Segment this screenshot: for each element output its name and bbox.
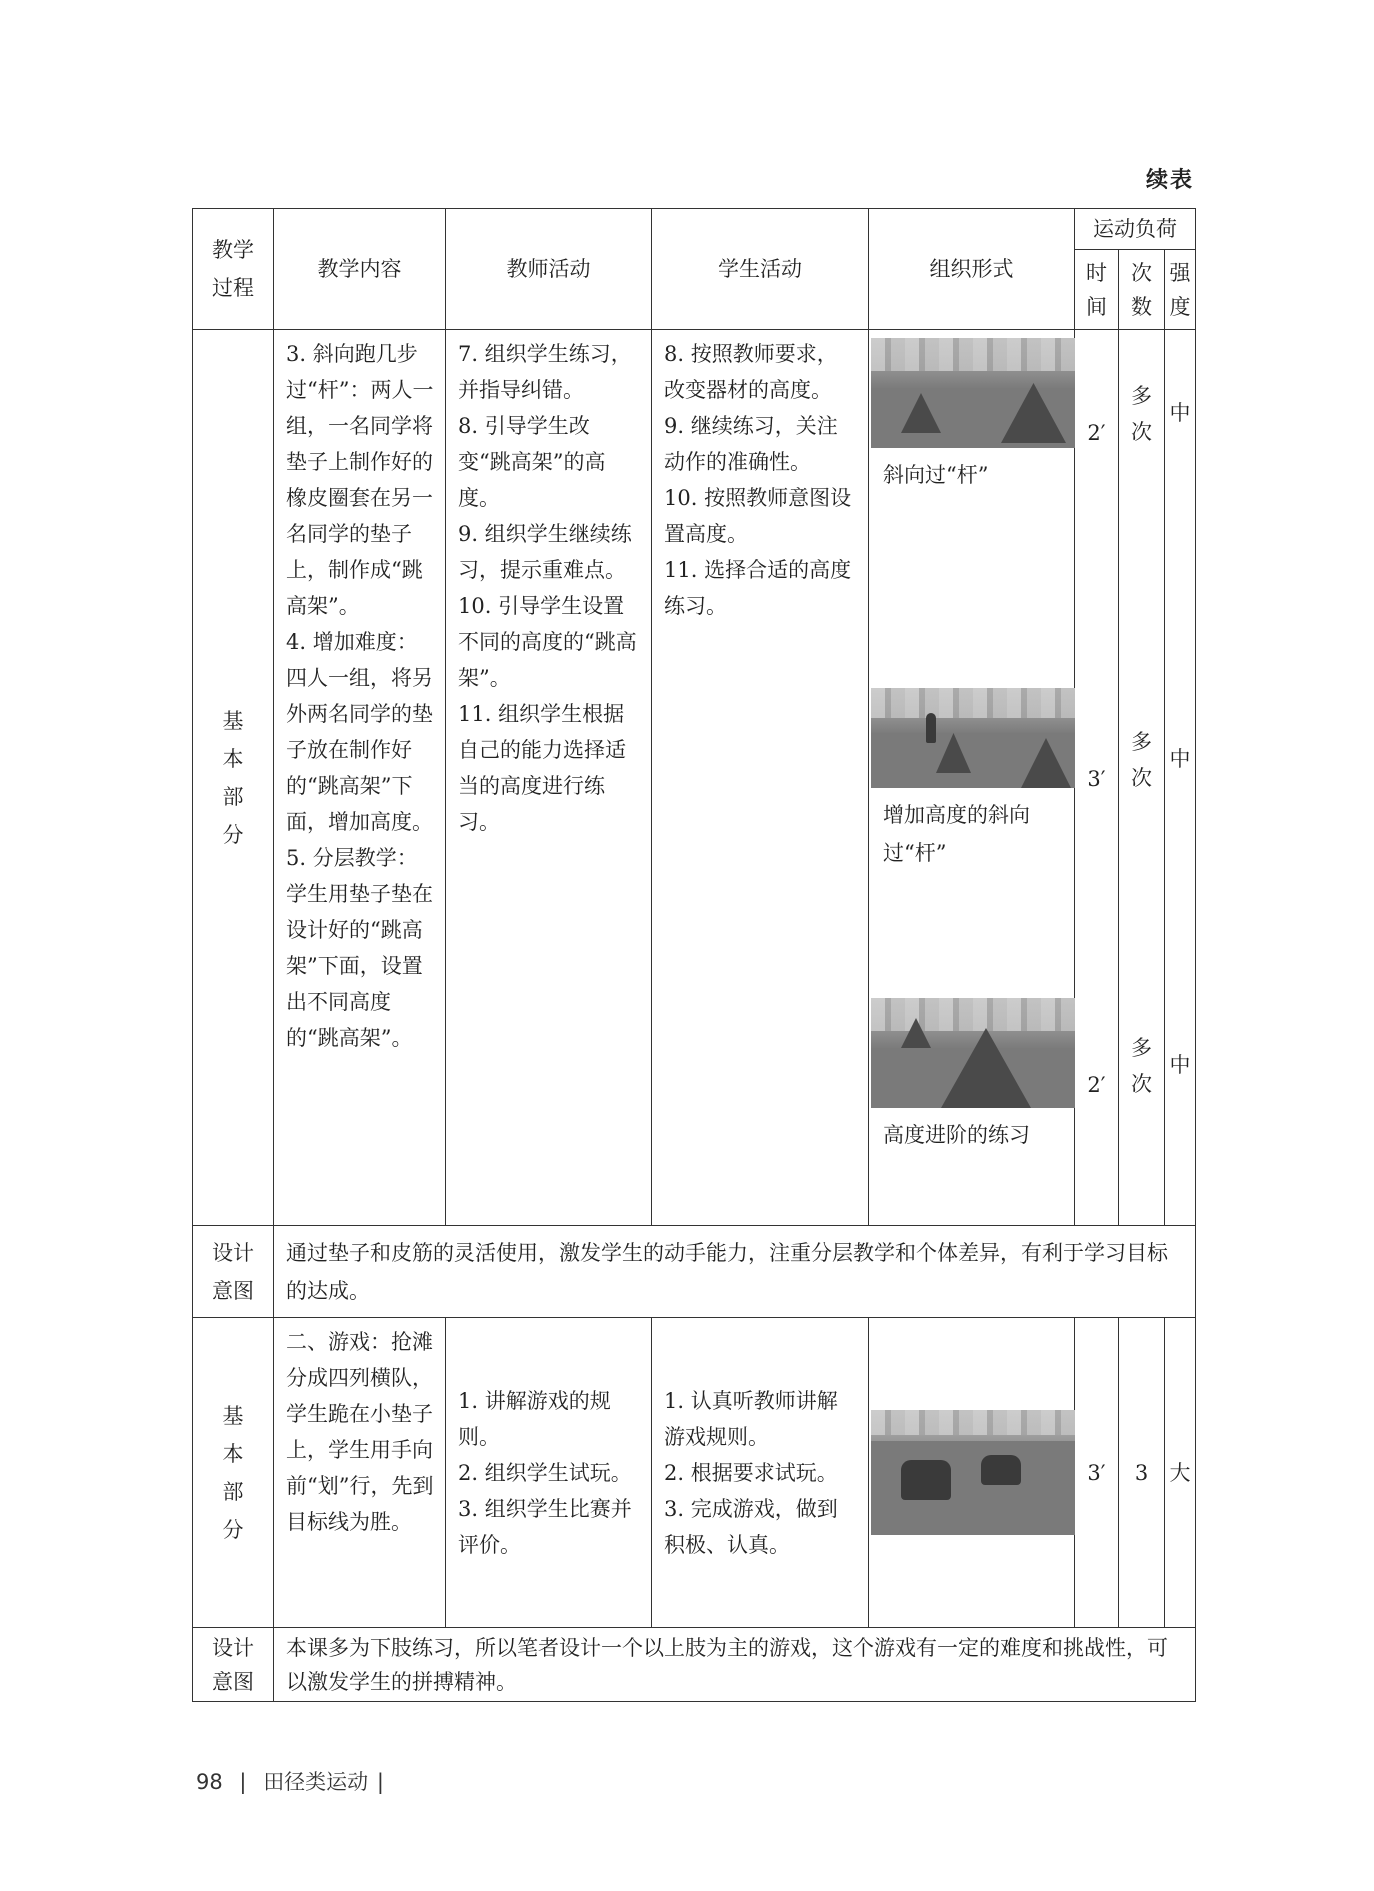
header-intensity: 强度 — [1165, 250, 1196, 330]
section1-forms — [869, 330, 1075, 1226]
section1-process: 基本部分 — [193, 330, 274, 1226]
section1-intensity: 中 中 中 — [1165, 330, 1196, 1226]
section1-time: 2′ 3′ 2′ — [1075, 330, 1119, 1226]
section2-student: 1. 认真听教师讲解游戏规则。 2. 根据要求试玩。 3. 完成游戏，做到积极、认真。 — [652, 1318, 869, 1628]
section2-process: 基本部分 — [193, 1318, 274, 1628]
header-content: 教学内容 — [274, 209, 446, 330]
form-item — [871, 998, 1072, 1198]
form-caption: 斜向过“杆” — [883, 463, 989, 487]
section1-count: 多次 多次 多次 — [1119, 330, 1165, 1226]
section2-count: 3 — [1119, 1318, 1165, 1628]
practice-photo — [871, 998, 1075, 1108]
page-footer — [196, 1766, 394, 1796]
intent2-text: 本课多为下肢练习，所以笔者设计一个以上肢为主的游戏，这个游戏有一定的难度和挑战性，可以激发学生的拼搏精神。 — [274, 1628, 1196, 1702]
header-teacher: 教师活动 — [446, 209, 652, 330]
footer-separator: | — [376, 1770, 384, 1794]
intent1-text: 通过垫子和皮筋的灵活使用，激发学生的动手能力，注重分层教学和个体差异，有利于学习目标的达成。 — [274, 1226, 1196, 1318]
header-form: 组织形式 — [869, 209, 1075, 330]
section1-teacher: 7. 组织学生练习，并指导纠错。 8. 引导学生改变“跳高架”的高度。 9. 组织学生继续练习，提示重难点。 10. 引导学生设置不同的高度的“跳高架”。 11. 组织学生根据自己的能力选择适当的高度进行练习。 — [446, 330, 652, 1226]
section2-intensity: 大 — [1165, 1318, 1196, 1628]
page-number: 98 — [196, 1770, 223, 1794]
section2-time: 3′ — [1075, 1318, 1119, 1628]
practice-photo — [871, 338, 1075, 448]
lesson-plan-table — [192, 208, 1196, 1702]
form-caption: 高度进阶的练习 — [883, 1123, 1030, 1147]
header-student: 学生活动 — [652, 209, 869, 330]
section2-teacher: 1. 讲解游戏的规则。 2. 组织学生试玩。 3. 组织学生比赛并评价。 — [446, 1318, 652, 1628]
header-load: 运动负荷 — [1075, 209, 1196, 250]
form-item — [871, 338, 1072, 688]
form-item — [871, 688, 1072, 998]
header-count: 次数 — [1119, 250, 1165, 330]
section2-form — [869, 1318, 1075, 1628]
form-caption: 增加高度的斜向过“杆” — [883, 803, 1030, 865]
intent2-label: 设计意图 — [193, 1628, 274, 1702]
section1-content: 3. 斜向跑几步过“杆”：两人一组，一名同学将垫子上制作好的橡皮圈套在另一名同学的垫子上，制作成“跳高架”。 4. 增加难度：四人一组，将另外两名同学的垫子放在制作好的“跳高架”下面，增加高度。 5. 分层教学：学生用垫子垫在设计好的“跳高架”下面，设置出不同高度的“跳高架”。 — [274, 330, 446, 1226]
section1-student: 8. 按照教师要求，改变器材的高度。 9. 继续练习，关注动作的准确性。 10. 按照教师意图设置高度。 11. 选择合适的高度练习。 — [652, 330, 869, 1226]
header-time: 时间 — [1075, 250, 1119, 330]
section2-content: 二、游戏：抢滩 分成四列横队，学生跪在小垫子上，学生用手向前“划”行，先到目标线为胜。 — [274, 1318, 446, 1628]
section-title: 田径类运动 — [263, 1770, 369, 1794]
practice-photo — [871, 688, 1075, 788]
game-photo — [871, 1410, 1075, 1535]
header-process: 教学过程 — [193, 209, 274, 330]
intent1-label: 设计意图 — [193, 1226, 274, 1318]
continued-label: 续表 — [1145, 168, 1194, 193]
footer-separator: | — [239, 1770, 247, 1794]
